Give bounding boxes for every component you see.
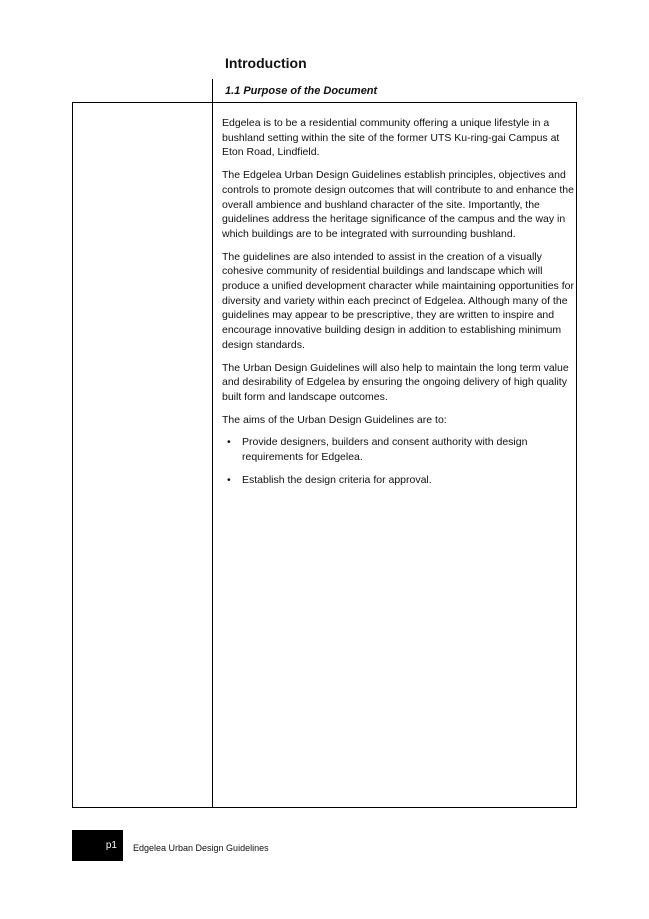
bullet-icon: • bbox=[227, 436, 231, 449]
paragraph: The Urban Design Guidelines will also help to maintain the long term value and desirability of Edgelea by ensuring the ongoing delivery of high quality built form and landscape outcomes. bbox=[222, 361, 569, 403]
bullet-icon: • bbox=[227, 473, 231, 486]
page-title: Introduction bbox=[225, 55, 307, 71]
page-number-badge: p1 bbox=[72, 830, 123, 861]
section-heading: 1.1 Purpose of the Document bbox=[225, 85, 378, 97]
list-item bbox=[222, 473, 574, 488]
paragraph: The aims of the Urban Design Guidelines are to: bbox=[222, 413, 447, 426]
list-item-text: Provide designers, builders and consent authority with design requirements for Edgelea. bbox=[242, 436, 528, 464]
paragraph: The guidelines are also intended to assist in the creation of a visually cohesive community of residential buildings and landscape which will produce a unified development character while maintaining opportunities for diversity and variety within each precinct of Edgelea. Although many of the guidelines may appear to be prescriptive, they are written to inspire and encourage innovative building design in addition to establishing minimum design standards. bbox=[222, 250, 574, 351]
body-text bbox=[222, 116, 574, 495]
paragraph: The Edgelea Urban Design Guidelines establish principles, objectives and controls to promote design outcomes that will contribute to and enhance the overall ambience and bushland character of the site. Importantly, the guidelines address the heritage significance of the campus and the way in which buildings are to be integrated with surrounding bushland. bbox=[222, 169, 574, 240]
column-divider-top bbox=[212, 79, 213, 102]
aims-list bbox=[222, 435, 574, 487]
column-divider bbox=[212, 103, 213, 807]
list-item-text: Establish the design criteria for approval. bbox=[242, 473, 432, 486]
footer-document-title: Edgelea Urban Design Guidelines bbox=[133, 843, 269, 853]
list-item bbox=[222, 435, 574, 464]
paragraph: Edgelea is to be a residential community offering a unique lifestyle in a bushland setting within the site of the former UTS Ku-ring-gai Campus at Eton Road, Lindfield. bbox=[222, 117, 560, 159]
